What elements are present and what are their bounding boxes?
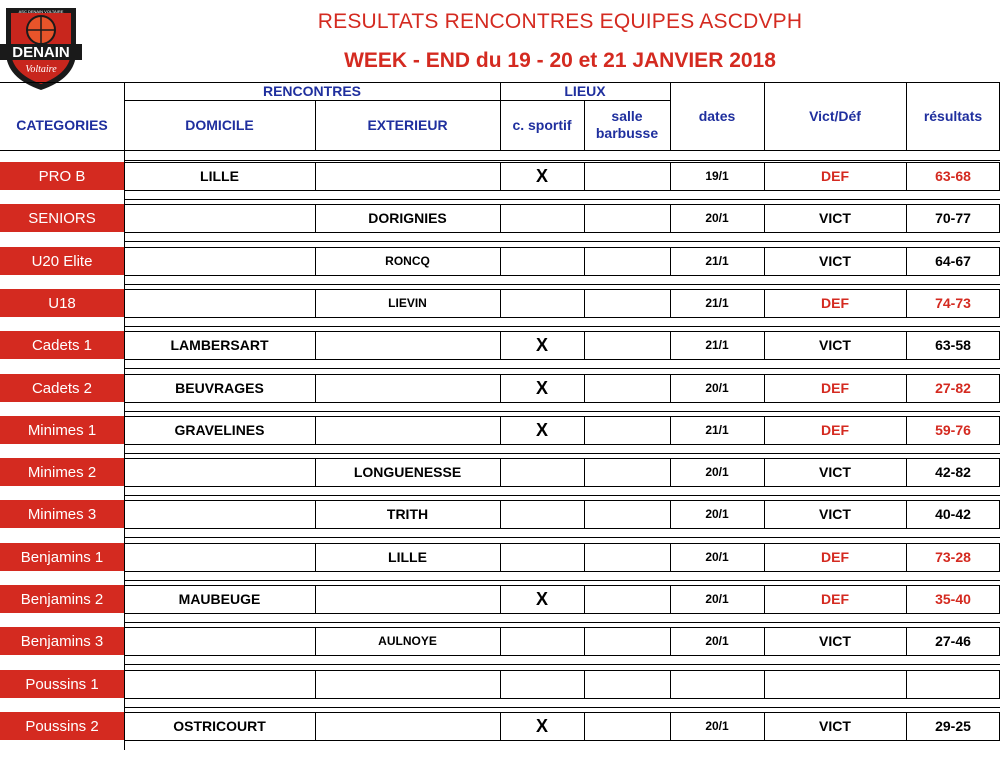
- salle-cell: [584, 162, 670, 190]
- c-sportif-cell: X: [535, 165, 548, 186]
- header-salle-line2: barbusse: [595, 125, 659, 141]
- salle-cell: [584, 585, 670, 613]
- salle-cell: [584, 289, 670, 317]
- date-cell: 20/1: [705, 550, 729, 564]
- outcome-cell: DEF: [821, 591, 849, 607]
- logo-subtext: ASC DENAIN VOLTAIRE: [18, 9, 64, 14]
- outcome-cell: DEF: [821, 168, 849, 184]
- exterieur-cell: LONGUENESSE: [353, 464, 462, 480]
- c-sportif-cell: X: [535, 715, 548, 736]
- result-cell: 35-40: [935, 591, 971, 607]
- logo-text: DENAIN: [12, 44, 70, 61]
- exterieur-cell: [315, 585, 500, 613]
- salle-cell: [584, 204, 670, 232]
- exterieur-cell: AULNOYE: [378, 634, 437, 648]
- outcome-cell: DEF: [821, 295, 849, 311]
- header-domicile: DOMICILE: [185, 116, 254, 133]
- domicile-cell: [124, 458, 315, 486]
- result-cell: 29-25: [935, 718, 971, 734]
- outcome-cell: VICT: [819, 506, 851, 522]
- header-vict-def: Vict/Déf: [809, 107, 861, 124]
- salle-cell: [584, 331, 670, 359]
- domicile-cell: [124, 247, 315, 275]
- category-label: PRO B: [0, 162, 124, 190]
- c-sportif-cell: X: [535, 588, 548, 609]
- category-label: SENIORS: [0, 204, 124, 232]
- category-label: Benjamins 2: [0, 585, 124, 613]
- exterieur-cell: [315, 670, 500, 698]
- outcome-cell: VICT: [819, 464, 851, 480]
- result-cell: 42-82: [935, 464, 971, 480]
- salle-cell: [584, 416, 670, 444]
- exterieur-cell: [315, 162, 500, 190]
- c-sportif-cell: X: [535, 334, 548, 355]
- logo-script: Voltaire: [25, 64, 57, 75]
- exterieur-cell: LIEVIN: [388, 296, 427, 310]
- c-sportif-cell: X: [535, 377, 548, 398]
- c-sportif-cell: [500, 500, 584, 528]
- outcome-cell: VICT: [819, 633, 851, 649]
- salle-cell: [584, 500, 670, 528]
- result-cell: 59-76: [935, 422, 971, 438]
- salle-cell: [584, 374, 670, 402]
- domicile-cell: [124, 204, 315, 232]
- date-cell: 20/1: [705, 211, 729, 225]
- result-cell: 40-42: [935, 506, 971, 522]
- outcome-cell: VICT: [819, 253, 851, 269]
- c-sportif-cell: [500, 458, 584, 486]
- domicile-cell: LAMBERSART: [170, 337, 269, 353]
- category-label: Cadets 1: [0, 331, 124, 359]
- result-cell: 64-67: [935, 253, 971, 269]
- date-cell: 21/1: [705, 296, 729, 310]
- header-dates: dates: [698, 107, 736, 124]
- c-sportif-cell: [500, 289, 584, 317]
- date-cell: 20/1: [705, 507, 729, 521]
- category-label: Minimes 1: [0, 416, 124, 444]
- header-resultats: résultats: [923, 107, 983, 124]
- domicile-cell: GRAVELINES: [174, 422, 265, 438]
- outcome-cell: VICT: [819, 718, 851, 734]
- result-cell: 27-46: [935, 633, 971, 649]
- c-sportif-cell: [500, 247, 584, 275]
- exterieur-cell: RONCQ: [385, 254, 430, 268]
- category-label: U18: [0, 289, 124, 317]
- domicile-cell: [124, 543, 315, 571]
- category-label: Minimes 3: [0, 500, 124, 528]
- domicile-cell: OSTRICOURT: [173, 718, 266, 734]
- domicile-cell: [124, 670, 315, 698]
- page-subtitle: WEEK - END du 19 - 20 et 21 JANVIER 2018: [344, 49, 776, 72]
- salle-cell: [584, 712, 670, 740]
- result-cell: 73-28: [935, 549, 971, 565]
- date-cell: [670, 670, 764, 698]
- result-cell: [906, 670, 1000, 698]
- result-cell: 63-68: [935, 168, 971, 184]
- date-cell: 20/1: [705, 381, 729, 395]
- header-salle-line1: salle: [611, 108, 643, 124]
- header-rencontres: RENCONTRES: [262, 82, 361, 99]
- category-label: Benjamins 3: [0, 627, 124, 655]
- salle-cell: [584, 458, 670, 486]
- c-sportif-cell: [500, 627, 584, 655]
- domicile-cell: MAUBEUGE: [178, 591, 261, 607]
- header-categories: CATEGORIES: [16, 116, 108, 133]
- exterieur-cell: TRITH: [386, 506, 429, 522]
- header-salle-barbusse: [584, 100, 670, 150]
- c-sportif-cell: [500, 204, 584, 232]
- domicile-cell: [124, 500, 315, 528]
- page-title: RESULTATS RENCONTRES EQUIPES ASCDVPH: [317, 10, 803, 33]
- header-lieux: LIEUX: [564, 82, 606, 99]
- header-exterieur: EXTERIEUR: [367, 116, 448, 133]
- salle-cell: [584, 670, 670, 698]
- category-label: Minimes 2: [0, 458, 124, 486]
- date-cell: 19/1: [705, 169, 729, 183]
- date-cell: 21/1: [705, 338, 729, 352]
- domicile-cell: [124, 627, 315, 655]
- header-c-sportif: c. sportif: [512, 116, 572, 133]
- date-cell: 21/1: [705, 254, 729, 268]
- salle-cell: [584, 247, 670, 275]
- category-label: Cadets 2: [0, 374, 124, 402]
- exterieur-cell: [315, 712, 500, 740]
- date-cell: 20/1: [705, 592, 729, 606]
- salle-cell: [584, 627, 670, 655]
- exterieur-cell: [315, 416, 500, 444]
- date-cell: 20/1: [705, 719, 729, 733]
- outcome-cell: DEF: [821, 549, 849, 565]
- exterieur-cell: DORIGNIES: [368, 210, 447, 226]
- result-cell: 70-77: [935, 210, 971, 226]
- date-cell: 20/1: [705, 634, 729, 648]
- result-cell: 63-58: [935, 337, 971, 353]
- c-sportif-cell: [500, 543, 584, 571]
- category-label: Poussins 2: [0, 712, 124, 740]
- outcome-cell: [764, 670, 906, 698]
- domicile-cell: LILLE: [200, 168, 239, 184]
- exterieur-cell: [315, 331, 500, 359]
- outcome-cell: VICT: [819, 210, 851, 226]
- c-sportif-cell: X: [535, 419, 548, 440]
- domicile-cell: [124, 289, 315, 317]
- category-label: Poussins 1: [0, 670, 124, 698]
- outcome-cell: VICT: [819, 337, 851, 353]
- result-cell: 74-73: [935, 295, 971, 311]
- date-cell: 21/1: [705, 423, 729, 437]
- outcome-cell: DEF: [821, 422, 849, 438]
- category-label: U20 Elite: [0, 247, 124, 275]
- category-label: Benjamins 1: [0, 543, 124, 571]
- domicile-cell: BEUVRAGES: [175, 380, 264, 396]
- exterieur-cell: [315, 374, 500, 402]
- outcome-cell: DEF: [821, 380, 849, 396]
- date-cell: 20/1: [705, 465, 729, 479]
- exterieur-cell: LILLE: [388, 549, 427, 565]
- c-sportif-cell: [500, 670, 584, 698]
- result-cell: 27-82: [935, 380, 971, 396]
- salle-cell: [584, 543, 670, 571]
